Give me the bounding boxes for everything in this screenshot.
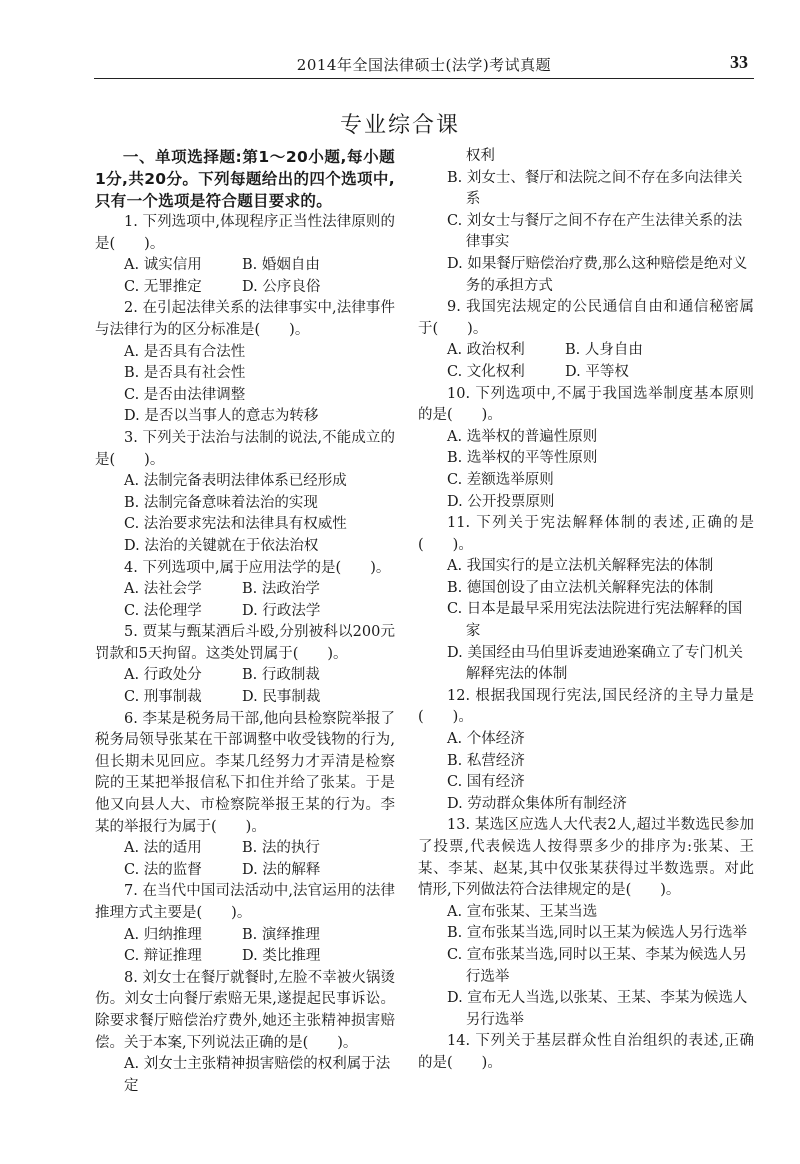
option: C. 法伦理学: [124, 602, 202, 619]
option: B. 法制完备意味着法治的实现: [124, 494, 318, 511]
option: D. 法治的关键就在于依法治权: [124, 537, 319, 554]
option: D. 美国经由马伯里诉麦迪逊案确立了专门机关解释宪法的体制: [447, 644, 743, 683]
option-row: [95, 277, 395, 299]
question-stem: 12. 根据我国现行宪法,国民经济的主导力量是( )。: [418, 687, 754, 726]
question-stem: 9. 我国宪法规定的公民通信自由和通信秘密属于( )。: [418, 299, 754, 337]
option: A. 法制完备表明法律体系已经形成: [124, 473, 347, 490]
option: D. 是否以当事人的意志为转移: [124, 408, 319, 425]
section-instructions: 一、单项选择题:第1～20小题,每小题1分,共20分。下列每题给出的四个选项中,只有一个选项是符合题目要求的。: [95, 148, 395, 210]
option: C. 法的监督: [124, 861, 202, 878]
option: A. 诚实信用: [124, 257, 202, 274]
option-row: [95, 665, 395, 687]
option: D. 宣布无人当选,以张某、王某、李某为候选人另行选举: [447, 990, 748, 1028]
option: C. 差额选举原则: [447, 471, 554, 488]
page-number: 33: [730, 52, 748, 72]
left-column: [95, 146, 395, 1097]
option: B. 是否具有社会性: [124, 365, 246, 382]
option: B. 私营经济: [447, 752, 525, 769]
option-row: [95, 687, 395, 709]
option-row: [95, 838, 395, 860]
option: D. 行政法学: [242, 602, 321, 619]
option: A. 法的适用: [124, 840, 202, 857]
option: C. 刘女士与餐厅之间不存在产生法律关系的法律事实: [447, 212, 743, 251]
option: A. 我国实行的是立法机关解释宪法的体制: [447, 558, 714, 575]
option: D. 公开投票原则: [447, 493, 555, 510]
question-stem: 10. 下列选项中,不属于我国选举制度基本原则的是( )。: [418, 385, 754, 424]
option-row: [95, 925, 395, 947]
running-title: 2014年全国法律硕士(法学)考试真题: [296, 56, 552, 74]
option-row: [95, 255, 395, 277]
option: B. 选举权的平等性原则: [447, 450, 598, 467]
option: A. 行政处分: [124, 667, 202, 684]
question-stem: 5. 贾某与甄某酒后斗殴,分别被科以200元罚款和5天拘留。这类处罚属于( )。: [95, 624, 395, 662]
option: A. 个体经济: [447, 731, 525, 748]
question-stem: 13. 某选区应选人大代表2人,超过半数选民参加了投票,代表候选人按得票多少的排序为:张某、王某、李某、赵某,其中仅张某获得过半数选票。对此情形,下列做法符合法律规定的是( )。: [418, 817, 754, 899]
option: D. 公序良俗: [242, 278, 321, 295]
option: A. 法社会学: [124, 581, 202, 598]
option: A. 是否具有合法性: [124, 343, 246, 360]
option: B. 行政制裁: [242, 667, 320, 684]
option: C. 刑事制裁: [124, 689, 202, 706]
question-stem: 1. 下列选项中,体现程序正当性法律原则的是( )。: [95, 214, 395, 252]
option: C. 无罪推定: [124, 278, 202, 295]
option: A. 归纳推理: [124, 926, 202, 943]
option: B. 演绎推理: [242, 926, 320, 943]
right-column: [418, 146, 754, 1075]
question-stem: 6. 李某是税务局干部,他向县检察院举报了税务局领导张某在干部调整中收受钱物的行为,但长期未见回应。李某几经努力才弄清是检察院的王某把举报信私下扣住并给了张某。于是他又向县人大、市检察院举报王某的行为。李某的举报行为属于( )。: [95, 710, 395, 835]
option: B. 人身自由: [565, 342, 643, 359]
option: B. 刘女士、餐厅和法院之间不存在多向法律关系: [447, 169, 743, 208]
option-row: [95, 579, 395, 601]
option: C. 国有经济: [447, 774, 525, 791]
option: D. 劳动群众集体所有制经济: [447, 795, 627, 812]
option: B. 法的执行: [242, 840, 320, 857]
page-header: [94, 44, 754, 79]
question-stem: 4. 下列选项中,属于应用法学的是( )。: [124, 559, 391, 576]
question-stem: 11. 下列关于宪法解释体制的表述,正确的是( )。: [418, 515, 754, 553]
option: B. 法政治学: [242, 581, 320, 598]
option: C. 宣布张某当选,同时以王某、李某为候选人另行选举: [447, 946, 747, 985]
option: C. 是否由法律调整: [124, 386, 246, 403]
question-stem: 7. 在当代中国司法活动中,法官运用的法律推理方式主要是( )。: [95, 883, 395, 921]
option: A. 宣布张某、王某当选: [447, 903, 598, 920]
option: D. 民事制裁: [242, 689, 321, 706]
option: C. 文化权利: [447, 363, 525, 380]
option: B. 婚姻自由: [242, 257, 320, 274]
option: A. 选举权的普遍性原则: [447, 428, 598, 445]
option: A. 政治权利: [447, 342, 525, 359]
option: D. 法的解释: [242, 861, 321, 878]
option: D. 平等权: [565, 363, 629, 380]
option-row: [418, 362, 754, 384]
question-stem: 8. 刘女士在餐厅就餐时,左脸不幸被火锅烫伤。刘女士向餐厅索赔无果,遂提起民事诉讼。除要求餐厅赔偿治疗费外,她还主张精神损害赔偿。关于本案,下列说法正确的是( )。: [95, 969, 395, 1051]
option-row: [95, 601, 395, 623]
option: C. 法治要求宪法和法律具有权威性: [124, 516, 347, 533]
option: B. 德国创设了由立法机关解释宪法的体制: [447, 579, 714, 596]
option: B. 宣布张某当选,同时以王某为候选人另行选举: [447, 925, 747, 942]
section-title: 专业综合课: [339, 113, 460, 138]
option: D. 类比推理: [242, 948, 321, 965]
option: D. 如果餐厅赔偿治疗费,那么这种赔偿是绝对义务的承担方式: [447, 255, 748, 294]
option-row: [418, 340, 754, 362]
option-row: [95, 860, 395, 882]
option: A. 刘女士主张精神损害赔偿的权利属于法定: [124, 1056, 391, 1094]
option-row: [95, 946, 395, 968]
option: C. 日本是最早采用宪法法院进行宪法解释的国家: [447, 601, 743, 640]
question-stem: 14. 下列关于基层群众性自治组织的表述,正确的是( )。: [418, 1033, 754, 1071]
option: C. 辩证推理: [124, 948, 202, 965]
option-continuation: 权利: [465, 148, 495, 164]
question-stem: 3. 下列关于法治与法制的说法,不能成立的是( )。: [95, 429, 395, 468]
question-stem: 2. 在引起法律关系的法律事实中,法律事件与法律行为的区分标准是( )。: [95, 300, 395, 338]
